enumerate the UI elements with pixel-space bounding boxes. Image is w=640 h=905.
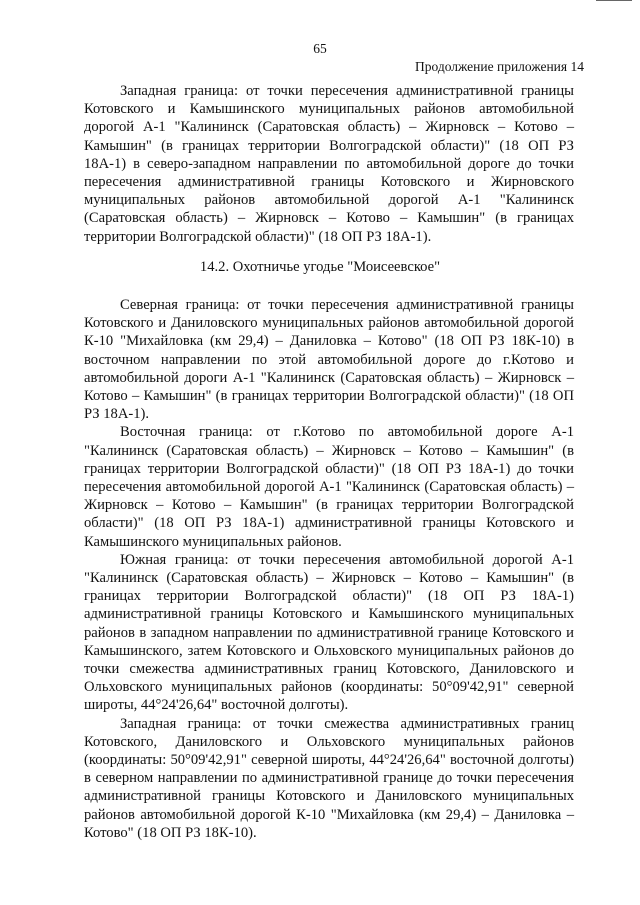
page-number: 65 — [313, 41, 327, 56]
section-heading: 14.2. Охотничье угодье "Моисеевское" — [199, 259, 441, 275]
paragraph-west-border-13: Западная граница: от точки пересечения административной границы Котовского и Камышинского муниципальных районов автомобильной дорогой А-1 "Калининск (Саратовская область) – Жирновск – Котово – Камышин" (в границах территории Волгоградской области)" (18 ОП РЗ 18А-1) в северо-западном направлении по автомобильной дороге до точки пересечения административной границы Котовского и Жирновского муниципальных районов автомобильной дорогой А-1 "Калининск (Саратовская область) – Жирновск – Котово – Камышин" (в границах территории Волгоградской области)" (18 ОП РЗ 18А-1). — [84, 83, 574, 245]
paragraph-south-border: Южная граница: от точки пересечения автомобильной дорогой А-1 "Калининск (Саратовская область) – Жирновск – Котово – Камышин" (в границах территории Волгоградской области)" (18 ОП РЗ 18А-1) административной границы Котовского и Камышинского муниципальных районов в западном направлении по административной границе Котовского и Камышинского, затем Котовского и Ольховского муниципальных районов до точки смежества административных границ Котовского, Даниловского и Ольховского муниципальных районов (координаты: 50°09'42,91" северной широты, 44°24'26,64" восточной долготы). — [84, 551, 574, 714]
paragraph-west-border: Западная граница: от точки смежества административных границ Котовского, Даниловского и Ольховского муниципальных районов (координаты: 50°09'42,91" северной широты, 44°24'26,64" восточной долготы) в северном направлении по административной границе до точки пересечения административной границы Котовского и Даниловского муниципальных районов автомобильной дорогой К-10 "Михайловка (км 29,4) – Даниловка – Котово" (18 ОП РЗ 18К-10). — [84, 715, 574, 841]
paragraph-east-border: Восточная граница: от г.Котово по автомобильной дороге А-1 "Калининск (Саратовская область) – Жирновск – Котово – Камышин" (в границах территории Волгоградской области)" (18 ОП РЗ 18А-1) до точки пересечения автомобильной дорогой А-1 "Калининск (Саратовская область) – Жирновск – Котово – Камышин" (в границах территории Волгоградской области)" (18 ОП РЗ 18А-1) административной границы Котовского и Камышинского муниципальных районов. — [84, 424, 574, 550]
scan-corner-mark — [596, 0, 632, 4]
section-13-west-border-block — [84, 82, 574, 246]
paragraph-north-border: Северная граница: от точки пересечения административной границы Котовского и Даниловского муниципальных районов автомобильной дорогой К-10 "Михайловка (км 29,4) – Даниловка – Котово" (18 ОП РЗ 18К-10) в восточном направлении по этой автомобильной дороге до г.Котово и автомобильной дороги А-1 "Калининск (Саратовская область) – Жирновск – Котово – Камышин" (в границах территории Волгоградской области)" (18 ОП РЗ 18А-1). — [84, 297, 574, 423]
section-14-2-body — [84, 296, 574, 842]
appendix-continuation-note: Продолжение приложения 14 — [414, 59, 584, 74]
